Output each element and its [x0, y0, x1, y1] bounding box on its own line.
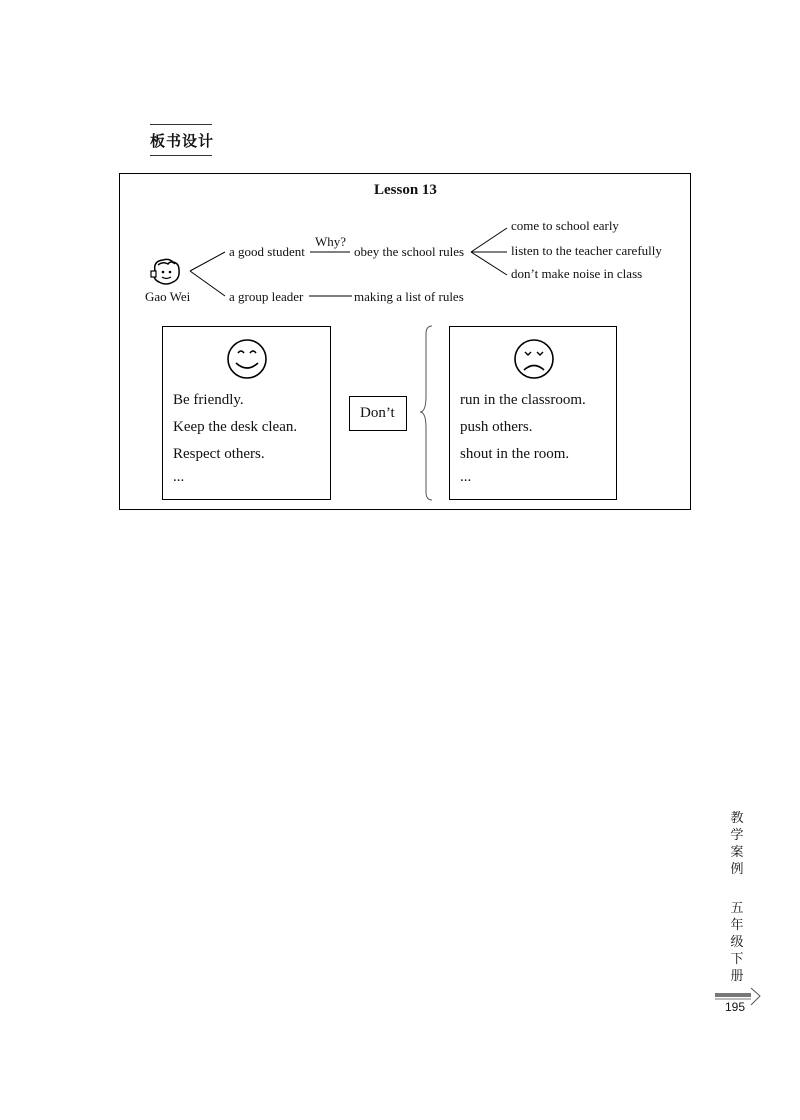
sidebar-char: 教	[730, 811, 744, 826]
branch-line-top	[190, 252, 225, 271]
sidebar-char: 级	[730, 935, 744, 950]
do-line-1: Be friendly.	[173, 392, 244, 408]
do-line-3: Respect others.	[173, 446, 265, 462]
sad-face-icon	[512, 337, 556, 381]
sidebar-char: 案	[730, 845, 744, 860]
do-line-2: Keep the desk clean.	[173, 419, 298, 435]
obey-rules-label: obey the school rules	[354, 244, 465, 259]
dont-line-3: shout in the room.	[460, 446, 570, 462]
sidebar-char: 例	[730, 862, 744, 877]
rule-line-3	[471, 252, 507, 275]
sidebar-char: 学	[730, 828, 744, 843]
branch-line-bottom	[190, 271, 225, 296]
sidebar-book-title	[729, 810, 745, 878]
rule-item-3: don’t make noise in class	[511, 266, 643, 281]
heading-rule-top	[150, 124, 212, 125]
dont-line-4: ...	[460, 469, 472, 485]
sidebar-grade	[729, 900, 745, 985]
lesson-title: Lesson 13	[374, 182, 437, 198]
sidebar-char: 下	[730, 952, 744, 967]
sidebar-char: 册	[730, 969, 744, 984]
rule-item-2: listen to the teacher carefully	[511, 243, 662, 258]
sidebar-char: 五	[730, 901, 744, 916]
dont-line-1: run in the classroom.	[460, 392, 586, 408]
board-frame	[119, 173, 691, 510]
making-rules-label: making a list of rules	[354, 289, 464, 304]
do-box	[162, 326, 331, 500]
branch-group-leader: a group leader	[229, 289, 304, 304]
sidebar-char: 年	[730, 918, 744, 933]
rule-line-1	[471, 228, 507, 252]
gao-wei-cartoon-icon	[149, 257, 183, 287]
dont-line-2: push others.	[460, 419, 533, 435]
dont-label: Don’t	[360, 405, 395, 421]
rule-item-1: come to school early	[511, 218, 619, 233]
smiley-face-icon	[225, 337, 269, 381]
dont-label-box	[349, 396, 407, 431]
why-label: Why?	[315, 234, 347, 249]
branch-good-student: a good student	[229, 244, 305, 259]
section-heading	[150, 124, 215, 156]
do-line-4: ...	[173, 469, 185, 485]
person-name: Gao Wei	[145, 289, 191, 304]
section-heading-text: 板书设计	[150, 132, 215, 150]
curly-brace	[420, 326, 432, 500]
heading-rule-bottom	[150, 155, 212, 156]
page-number: 195	[725, 1000, 746, 1014]
dont-box	[449, 326, 617, 500]
